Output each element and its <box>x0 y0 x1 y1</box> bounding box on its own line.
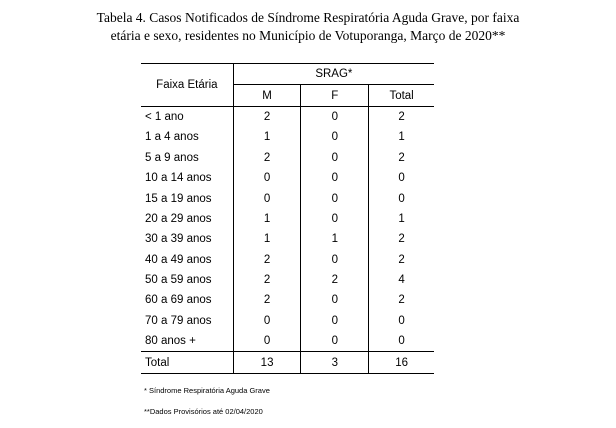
male-cell: 2 <box>233 250 301 270</box>
female-cell: 0 <box>301 188 369 208</box>
male-cell: 1 <box>233 229 301 249</box>
age-cell: 80 anos + <box>141 331 233 352</box>
srag-table <box>141 63 434 374</box>
female-cell: 0 <box>301 290 369 310</box>
female-cell: 0 <box>301 331 369 352</box>
table-caption <box>0 9 616 45</box>
table-row <box>141 106 434 127</box>
caption-line-1: Tabela 4. Casos Notificados de Síndrome Respiratória Aguda Grave, por faixa <box>96 10 520 25</box>
total-cell: 1 <box>398 131 405 144</box>
column-header-m: M <box>233 85 301 106</box>
total-row <box>141 352 434 373</box>
column-header-total: Total <box>369 85 434 106</box>
female-cell: 0 <box>301 127 369 147</box>
total-cell: 0 <box>398 192 405 205</box>
age-cell: 1 a 4 anos <box>141 127 233 147</box>
table-row <box>141 311 434 331</box>
female-cell: 1 <box>301 229 369 249</box>
table-row <box>141 270 434 290</box>
footnote-provisional: **Dados Provisórios até 02/04/2020 <box>144 407 263 416</box>
table-row <box>141 250 434 270</box>
age-cell: 50 a 59 anos <box>141 270 233 290</box>
footnote-srag: * Síndrome Respiratória Aguda Grave <box>144 386 270 395</box>
total-cell: 2 <box>398 110 405 123</box>
table-row <box>141 209 434 229</box>
age-cell: 40 a 49 anos <box>141 250 233 270</box>
age-cell: 5 a 9 anos <box>141 148 233 168</box>
age-cell: 30 a 39 anos <box>141 229 233 249</box>
total-cell: 2 <box>398 253 405 266</box>
header-row-group <box>141 64 434 85</box>
male-cell: 0 <box>233 168 301 188</box>
total-cell: 16 <box>369 352 434 373</box>
srag-group-header: SRAG* <box>233 64 434 85</box>
age-cell: 70 a 79 anos <box>141 311 233 331</box>
table-row <box>141 331 434 352</box>
female-cell: 0 <box>301 168 369 188</box>
table-row <box>141 148 434 168</box>
female-cell: 3 <box>301 352 369 373</box>
male-cell: 2 <box>233 290 301 310</box>
female-cell: 0 <box>301 148 369 168</box>
column-header-f: F <box>301 85 369 106</box>
total-cell: 2 <box>398 294 405 307</box>
caption-line-2: etária e sexo, residentes no Município de Votuporanga, Março de 2020** <box>110 28 506 43</box>
total-cell: 0 <box>398 172 405 185</box>
table-row <box>141 168 434 188</box>
total-cell: 4 <box>398 274 405 287</box>
male-cell: 1 <box>233 209 301 229</box>
male-cell: 0 <box>233 311 301 331</box>
total-cell: 1 <box>398 212 405 225</box>
age-cell: 10 a 14 anos <box>141 168 233 188</box>
age-cell: Total <box>141 352 233 373</box>
male-cell: 1 <box>233 127 301 147</box>
female-cell: 2 <box>301 270 369 290</box>
age-group-header: Faixa Etária <box>141 64 233 107</box>
table-row <box>141 188 434 208</box>
female-cell: 0 <box>301 106 369 127</box>
age-cell: 15 a 19 anos <box>141 188 233 208</box>
male-cell: 2 <box>233 270 301 290</box>
table-row <box>141 127 434 147</box>
total-cell: 0 <box>398 335 405 348</box>
table-row <box>141 229 434 249</box>
male-cell: 0 <box>233 331 301 352</box>
male-cell: 13 <box>233 352 301 373</box>
male-cell: 2 <box>233 148 301 168</box>
age-cell: < 1 ano <box>141 106 233 127</box>
age-cell: 20 a 29 anos <box>141 209 233 229</box>
male-cell: 2 <box>233 106 301 127</box>
table-row <box>141 290 434 310</box>
total-cell: 0 <box>398 314 405 327</box>
total-cell: 2 <box>398 233 405 246</box>
male-cell: 0 <box>233 188 301 208</box>
female-cell: 0 <box>301 250 369 270</box>
total-cell: 2 <box>398 151 405 164</box>
female-cell: 0 <box>301 311 369 331</box>
female-cell: 0 <box>301 209 369 229</box>
age-cell: 60 a 69 anos <box>141 290 233 310</box>
